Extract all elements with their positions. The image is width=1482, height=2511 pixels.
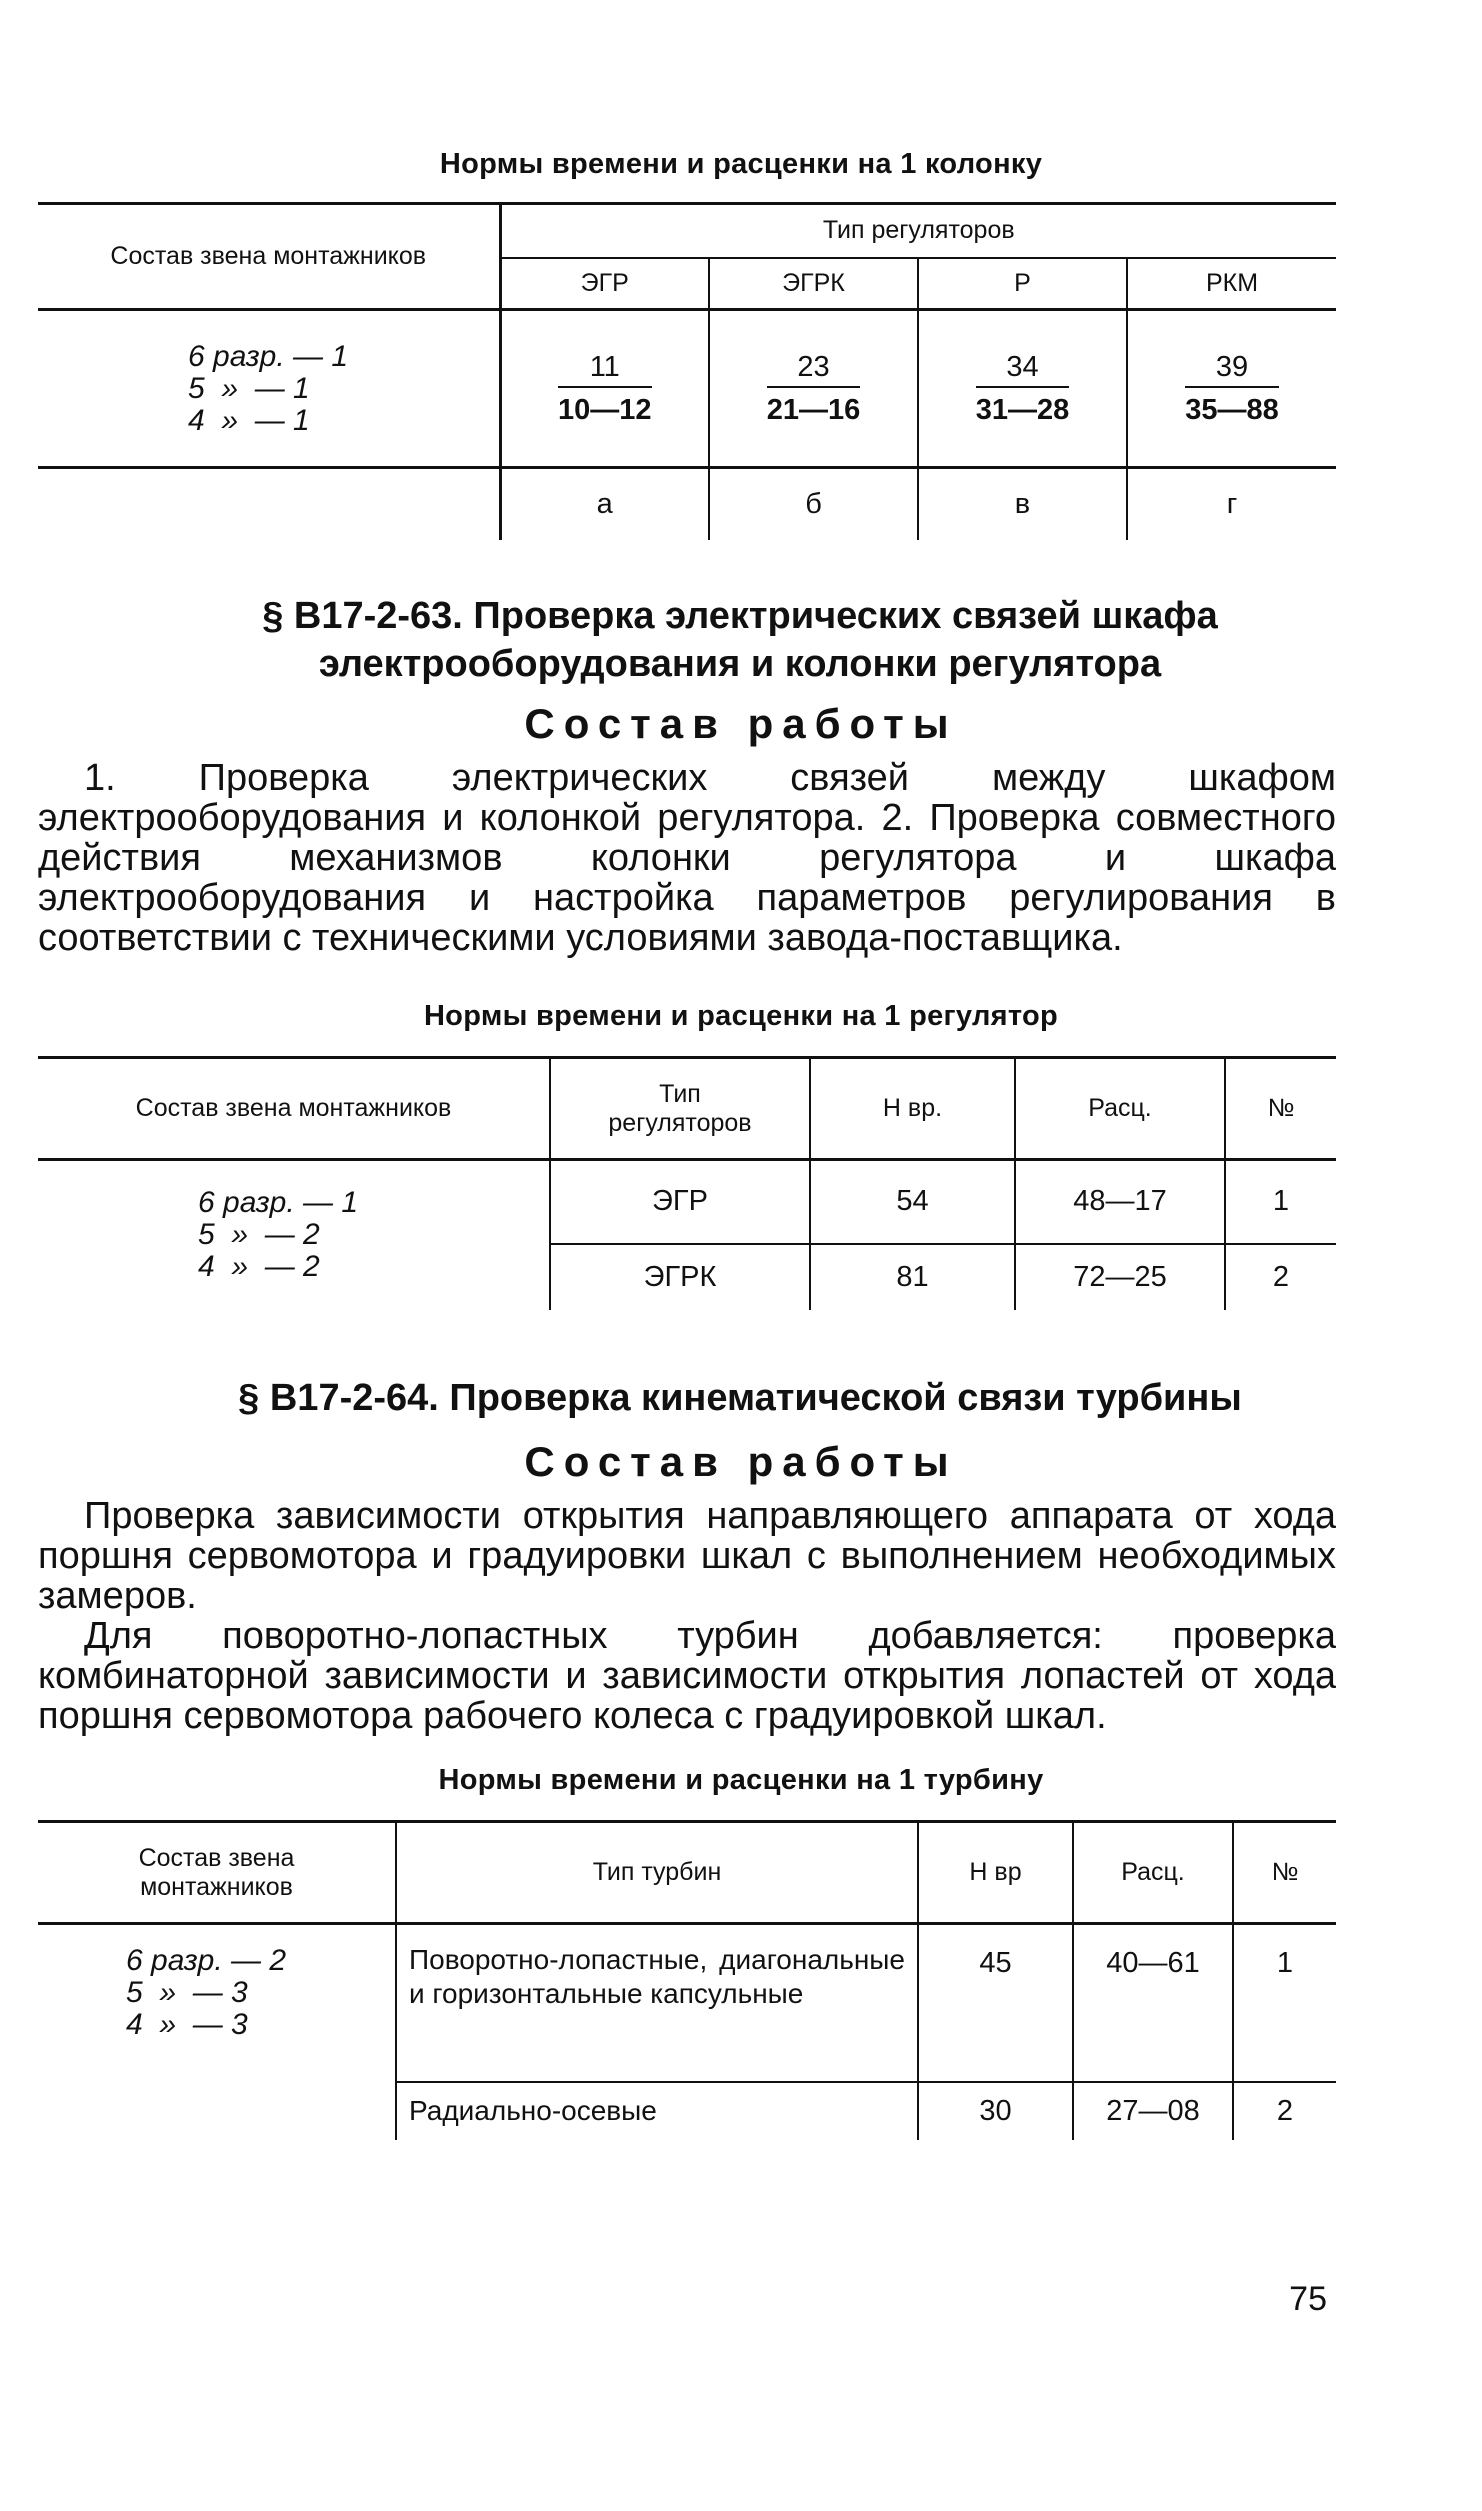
table3-cell-tip: Поворотно-лопастные, диагональные и горизонтальные капсульные (396, 1924, 918, 2082)
table1-empty-cell (38, 468, 500, 540)
table2 (38, 1056, 1336, 1310)
table1-col-egrk: ЭГРК (709, 258, 918, 310)
table1-sostav (38, 310, 500, 468)
section64-paragraph: Для поворотно-лопастных турбин добавляется: проверка комбинаторной зависимости и зависимости открытия лопастей от хода поршня сервомотора рабочего колеса с градуировкой шкал. (38, 1615, 1336, 1737)
table1-norm-value: 11 (558, 351, 652, 388)
section63-sostav-raboty: Состав работы (524, 700, 958, 747)
table1-header-sostav: Состав звена монтажников (38, 204, 500, 310)
table1-rate-value: 21—16 (766, 393, 861, 426)
table1-norm-value: 34 (976, 351, 1070, 388)
table2-cell-no: 2 (1272, 1260, 1290, 1293)
table2-header-no: № (1225, 1058, 1336, 1160)
table2-header-sostav: Состав звена монтажников (38, 1058, 550, 1160)
table1-sostav-line: 5 » — 1 (188, 371, 310, 405)
table1-sostav-line: 6 разр. — 1 (188, 339, 349, 373)
section63-text (38, 758, 1336, 958)
table1-rate-value: 31—28 (975, 393, 1070, 426)
table2-sostav-line: 6 разр. — 1 (198, 1186, 359, 1220)
section64-sostav-raboty: Состав работы (524, 1438, 958, 1485)
section64-heading: § В17-2-64. Проверка кинематической связи турбины (238, 1377, 1242, 1419)
section63-heading (150, 592, 1330, 688)
table3-cell-rasc: 27—08 (1073, 2082, 1233, 2140)
table2-sostav (38, 1160, 550, 1310)
table1 (38, 202, 1336, 540)
table1-norm-value: 39 (1185, 351, 1279, 388)
section64-text (38, 1496, 1336, 1736)
table1-col-r: Р (918, 258, 1127, 310)
table1-value-cell (1127, 310, 1336, 468)
table3-sostav (38, 1924, 396, 2140)
table1-letter: г (1226, 487, 1238, 520)
table3-header-nvr: Н вр (918, 1822, 1073, 1924)
table2-cell-no: 1 (1225, 1160, 1336, 1244)
table1-rate-value: 35—88 (1185, 393, 1279, 426)
section63-paragraph: 1. Проверка электрических связей между шкафом электрооборудования и колонкой регулятора. 2. Проверка совместного действия механизмов колонки регулятора и шкафа электрооборудования и настройка параметров регулирования в соответствии с техническими условиями завода-поставщика. (38, 757, 1336, 959)
table3-header-no: № (1233, 1822, 1336, 1924)
table1-letter: б (709, 468, 918, 540)
table2-caption: Нормы времени и расценки на 1 регулятор (423, 1000, 1059, 1032)
table3-sostav-line: 5 » — 3 (126, 1976, 248, 2009)
table2-cell-rasc: 72—25 (1015, 1244, 1225, 1310)
table1-col-egr: ЭГР (500, 258, 709, 310)
table2-header-nvr: Н вр. (810, 1058, 1015, 1160)
section64-paragraph: Проверка зависимости открытия направляющего аппарата от хода поршня сервомотора и градуировки шкал с выполнением необходимых замеров. (38, 1495, 1336, 1617)
table3-sostav-line: 6 разр. — 2 (126, 1944, 287, 1977)
table3 (38, 1820, 1336, 2140)
page-number: 75 (1289, 2280, 1327, 2318)
table2-cell-rasc: 48—17 (1015, 1160, 1225, 1244)
table3-header-tip: Тип турбин (396, 1822, 918, 1924)
table2-cell-nvr: 54 (810, 1160, 1015, 1244)
table1-letter: в (918, 468, 1127, 540)
table3-header-rasc: Расц. (1073, 1822, 1233, 1924)
table1-norm-value: 23 (767, 351, 861, 388)
table2-cell-tip: ЭГРК (550, 1244, 810, 1310)
table1-sostav-line: 4 » — 1 (188, 403, 310, 437)
table3-cell-tip: Радиально-осевые (396, 2082, 918, 2140)
table1-col-rkm: РКМ (1127, 258, 1336, 310)
table2-header-tip: Тип регуляторов (550, 1058, 810, 1160)
table1-header-group: Тип регуляторов (500, 204, 1336, 258)
table1-value-cell (918, 310, 1127, 468)
table2-header-rasc: Расц. (1015, 1058, 1225, 1160)
table3-caption: Нормы времени и расценки на 1 турбину (438, 1764, 1044, 1796)
table3-cell-nvr: 30 (918, 2082, 1073, 2140)
table1-value-cell (709, 310, 918, 468)
table1-rate-value: 10—12 (557, 393, 652, 426)
table2-sostav-line: 4 » — 2 (198, 1250, 320, 1284)
table3-cell-no: 2 (1276, 2094, 1294, 2127)
table3-sostav-line: 4 » — 3 (126, 2008, 248, 2041)
table3-cell-nvr: 45 (918, 1924, 1073, 2082)
table2-cell-tip: ЭГР (550, 1160, 810, 1244)
table3-cell-no: 1 (1233, 1924, 1336, 2082)
table3-header-sostav: Состав звена монтажников (38, 1822, 396, 1924)
section63-heading-line: электрооборудования и колонки регулятора (318, 643, 1162, 685)
table2-sostav-line: 5 » — 2 (198, 1218, 320, 1252)
table1-caption: Нормы времени и расценки на 1 колонку (439, 148, 1043, 180)
section63-heading-line: § В17-2-63. Проверка электрических связей шкафа (262, 595, 1218, 637)
table3-cell-rasc: 40—61 (1073, 1924, 1233, 2082)
table1-value-cell (500, 310, 709, 468)
table1-letter: а (500, 468, 709, 540)
table2-cell-nvr: 81 (810, 1244, 1015, 1310)
